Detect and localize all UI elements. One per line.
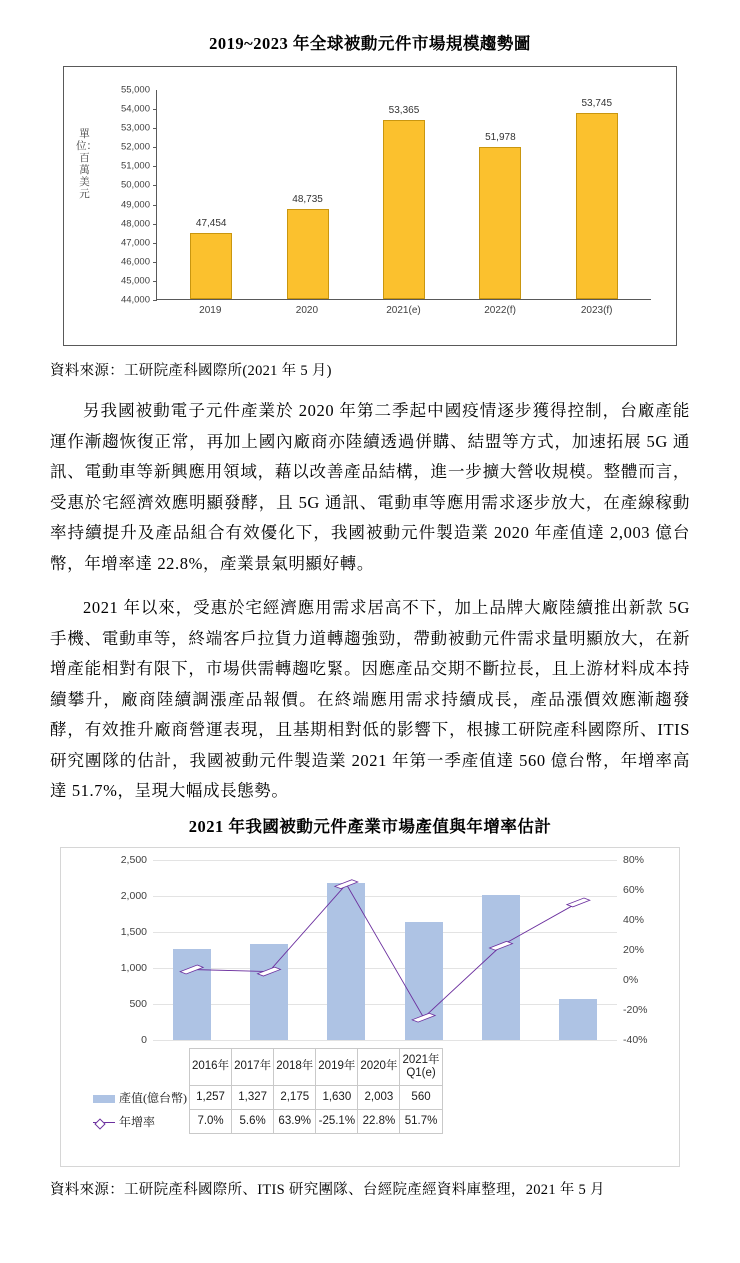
figure1-bar [383,120,425,299]
table-header-cell: 2016年 [190,1048,232,1085]
legend-label-growth: 年增率 [119,1114,156,1129]
figure1-y-axis-caption: 單位：百萬美元 [76,129,97,200]
legend-label-value: 產值(億台幣) [119,1090,187,1105]
table-row-header [91,1048,442,1085]
figure1-bar-group [457,90,544,299]
figure2-left-tick: 2,000 [120,889,147,902]
figure2-right-tick: -20% [623,1003,648,1016]
figure2-right-tick: 0% [623,973,639,986]
table-cell-value: 2,175 [274,1085,316,1109]
line-marker-icon [93,1118,115,1127]
figure2-left-tick: 2,500 [120,853,147,866]
bar-swatch-icon [93,1095,115,1103]
table-cell-growth: -25.1% [316,1109,358,1133]
table-header-cell: 2021年 Q1(e) [400,1048,442,1085]
figure2-left-tick: 1,000 [120,961,147,974]
table-row-growth [91,1109,442,1133]
figure2-line-marker [567,897,590,906]
figure2-left-tick: 500 [129,997,147,1010]
figure1-x-tick: 2023(f) [580,305,613,316]
figure2-right-tick: 60% [623,883,645,896]
figure1-axis-tick [153,243,157,244]
figure2-right-axis-labels [623,853,665,1046]
figure1-axis-tick [153,224,157,225]
figure2-plot-area [153,860,617,1040]
figure1-y-tick: 49,000 [120,199,150,211]
figure1-x-tick-labels [156,305,651,316]
paragraph-1: 另我國被動電子元件產業於 2020 年第二季起中國疫情逐步獲得控制，台廠產能運作漸趨恢復正常，再加上國內廠商亦陸續透過併購、結盟等方式，加速拓展 5G 通訊、電動車等新興應用領域，藉以改善產品結構，進一步擴大營收規模。整體而言，受惠於宅經濟效應明顯發酵，且 5G 通訊、電動車等應用需求逐步放大，在產線稼動率持續提升及產品組合有效優化下，我國被動元件製造業 2020 年產值達 2,003 億台幣，年增率達 22.8%，產業景氣明顯好轉。 [50,401,690,573]
table-row-value [91,1085,442,1109]
legend-item-value [91,1085,190,1109]
figure1-x-tick: 2019 [199,305,222,316]
figure1-y-tick: 47,000 [120,237,150,249]
figure2-left-tick: 0 [141,1033,147,1046]
table-cell-value: 2,003 [358,1085,400,1109]
figure1-y-tick: 54,000 [120,103,150,115]
figure1-bar-value-label: 53,745 [581,97,613,109]
figure1-x-tick: 2022(f) [484,305,516,316]
figure1-y-tick: 46,000 [120,256,150,268]
table-cell-growth: 22.8% [358,1109,400,1133]
table-header-cell: 2020年 [358,1048,400,1085]
figure1-bar [576,113,618,299]
figure1-x-tick: 2020 [295,305,319,316]
figure1-plot-area [156,90,651,300]
table-cell-growth: 51.7% [400,1109,442,1133]
figure1-bar-group [168,90,255,299]
figure1-axis-tick [153,166,157,167]
figure1-bar-group [361,90,448,299]
figure2-left-axis-labels [91,853,147,1046]
figure1-source: 資料來源：工研院產科國際所(2021 年 5 月) [50,363,332,379]
figure1-chart [63,66,677,346]
figure1-bar-value-label: 48,735 [292,193,323,205]
figure1-axis-tick [153,300,157,301]
figure1-y-tick: 51,000 [120,160,150,172]
figure2-right-tick: 80% [623,853,645,866]
table-header-cell: 2019年 [316,1048,358,1085]
figure1-bar [190,233,232,299]
figure1-bar-group [553,90,640,299]
legend-spacer [91,1048,190,1085]
figure2-gridline [153,1040,617,1041]
figure2-left-tick: 1,500 [120,925,147,938]
figure2-line-marker [335,879,358,888]
figure1-axis-tick [153,205,157,206]
table-header-cell: 2017年 [232,1048,274,1085]
table-cell-value: 1,257 [190,1085,232,1109]
figure1-x-tick: 2021(e) [386,305,421,316]
figure1-y-tick: 48,000 [120,218,150,230]
figure1-bar-value-label: 51,978 [485,131,516,143]
figure2-right-tick: 20% [623,943,645,956]
figure1-bar-value-label: 53,365 [388,105,420,117]
figure1-y-tick: 44,000 [120,294,150,306]
figure1-y-tick: 45,000 [120,275,150,287]
figure2-line-marker [412,1013,435,1022]
figure1-title: 2019~2023 年全球被動元件市場規模趨勢圖 [209,34,531,53]
table-cell-growth: 63.9% [274,1109,316,1133]
figure1-y-tick: 50,000 [120,179,150,191]
figure1-axis-tick [153,128,157,129]
figure2-title: 2021 年我國被動元件產業市場產值與年增率估計 [188,816,552,836]
figure2-line-marker [490,941,513,950]
figure1-axis-tick [153,281,157,282]
figure1-y-tick-labels [98,84,150,306]
figure2-right-tick: 40% [623,913,645,926]
figure2-chart [60,847,680,1167]
figure2-right-tick: -40% [623,1033,648,1046]
figure2-data-table [91,1048,443,1134]
figure2-source: 資料來源：工研院產科國際所、ITIS 研究團隊、台經院產經資料庫整理，2021 年 5 月 [50,1181,605,1198]
figure1-bar-value-label: 47,454 [195,218,227,230]
table-header-cell: 2018年 [274,1048,316,1085]
table-cell-value: 560 [400,1085,442,1109]
table-cell-value: 1,327 [232,1085,274,1109]
figure1-bar [479,147,521,299]
paragraph-2: 2021 年以來，受惠於宅經濟應用需求居高不下，加上品牌大廠陸續推出新款 5G 手機、電動車等，終端客戶拉貨力道轉趨強勁，帶動被動元件需求量明顯放大，在新增產能相對有限下，市場供需轉趨吃緊。因應產品交期不斷拉長，且上游材料成本持續攀升，廠商陸續調漲產品報價。在終端應用需求持續成長，產品漲價效應漸趨發酵，有效推升廠商營運表現，且基期相對低的影響下，根據工研院產科國際所、ITIS 研究團隊的估計，我國被動元件製造業 2021 年第一季產值達 560 億台幣，年增率高達 51.7%，呈現大幅成長態勢。 [50,598,690,800]
table-cell-value: 1,630 [316,1085,358,1109]
figure1-bar-group [264,90,351,299]
legend-item-growth [91,1109,190,1133]
figure2-growth-line [192,884,579,1018]
figure1-axis-tick [153,185,157,186]
figure1-y-tick: 52,000 [120,141,150,153]
table-cell-growth: 7.0% [190,1109,232,1133]
figure1-axis-tick [153,262,157,263]
figure1-axis-tick [153,109,157,110]
table-cell-growth: 5.6% [232,1109,274,1133]
figure1-axis-tick [153,147,157,148]
figure1-bar [287,209,329,299]
figure1-y-tick: 53,000 [120,122,150,134]
figure1-y-tick: 55,000 [120,84,150,96]
